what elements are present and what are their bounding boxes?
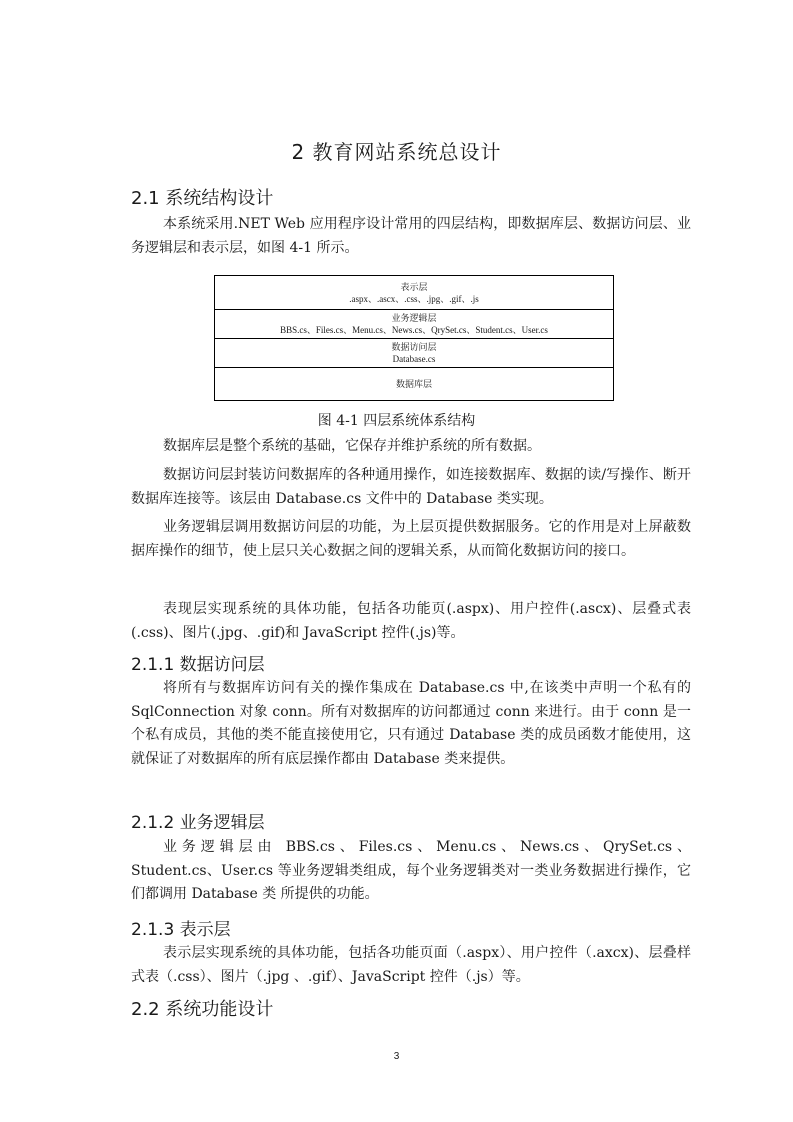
- layer-name: 表示层: [400, 281, 428, 292]
- layer-business-logic: [215, 310, 613, 339]
- layer-detail: Database.cs: [392, 354, 436, 364]
- paragraph-data-access-layer: 数据访问层封装访问数据库的各种通用操作，如连接数据库、数据的读/写操作、断开数据库连接等。该层由 Database.cs 文件中的 Database 类实现。: [131, 467, 691, 507]
- four-layer-architecture-diagram: [214, 275, 614, 401]
- paragraph-intro: 本系统采用.NET Web 应用程序设计常用的四层结构，即数据库层、数据访问层、业务逻辑层和表示层，如图 4-1 所示。: [131, 216, 691, 256]
- figure-caption: 图 4-1 四层系统体系结构: [317, 413, 476, 429]
- section-heading-2-1-3: 2.1.3 表示层: [131, 920, 231, 940]
- layer-detail: .aspx、.ascx、.css、.jpg、.gif、.js: [349, 293, 479, 304]
- page-number: 3: [393, 1051, 400, 1062]
- paragraph-presentation-detail: 表示层实现系统的具体功能，包括各功能页面（.aspx）、用户控件（.axcx)、层叠样式表（.css）、图片（.jpg 、.gif）、JavaScript 控件（.js）等。: [131, 945, 691, 985]
- layer-data-access: [215, 339, 613, 368]
- layer-presentation: [215, 276, 613, 310]
- layer-name: 数据库层: [395, 379, 432, 389]
- section-heading-2-1-2: 2.1.2 业务逻辑层: [131, 813, 265, 833]
- chapter-title: 2 教育网站系统总设计: [291, 140, 502, 164]
- layer-name: 业务逻辑层: [391, 313, 437, 323]
- paragraph-business-layer: 业务逻辑层调用数据访问层的功能，为上层页提供数据服务。它的作用是对上屏蔽数据库操作的细节，使上层只关心数据之间的逻辑关系，从而简化数据访问的接口。: [131, 519, 691, 559]
- paragraph-business-detail: 业务逻辑层由 BBS.cs、Files.cs、Menu.cs、News.cs、QrySet.cs、Student.cs、User.cs 等业务逻辑类组成，每个业务逻辑类对一类业务数据进行操作，它们都调用 Database 类 所提供的功能。: [131, 839, 691, 902]
- layer-name: 数据访问层: [391, 342, 437, 352]
- section-heading-2-2: 2.2 系统功能设计: [131, 999, 274, 1020]
- paragraph-presentation-layer: 表现层实现系统的具体功能，包括各功能页(.aspx)、用户控件(.ascx)、层叠式表(.css)、图片(.jpg、.gif)和 JavaScript 控件(.js)等。: [131, 601, 691, 641]
- paragraph-data-access-detail: 将所有与数据库访问有关的操作集成在 Database.cs 中,在该类中声明一个私有的 SqlConnection 对象 conn。所有对数据库的访问都通过 conn 来进行。由于 conn 是一个私有成员，其他的类不能直接使用它，只有通过 Database 类的成员函数才能使用，这就保证了对数据库的所有底层操作都由 Database 类来提供。: [131, 680, 691, 767]
- layer-detail: BBS.cs、Files.cs、Menu.cs、News.cs、QrySet.cs、Student.cs、User.cs: [280, 325, 548, 335]
- layer-database: [215, 368, 613, 400]
- section-heading-2-1-1: 2.1.1 数据访问层: [131, 655, 265, 675]
- paragraph-database-layer: 数据库层是整个系统的基础，它保存并维护系统的所有数据。: [163, 438, 541, 454]
- section-heading-2-1: 2.1 系统结构设计: [131, 188, 274, 209]
